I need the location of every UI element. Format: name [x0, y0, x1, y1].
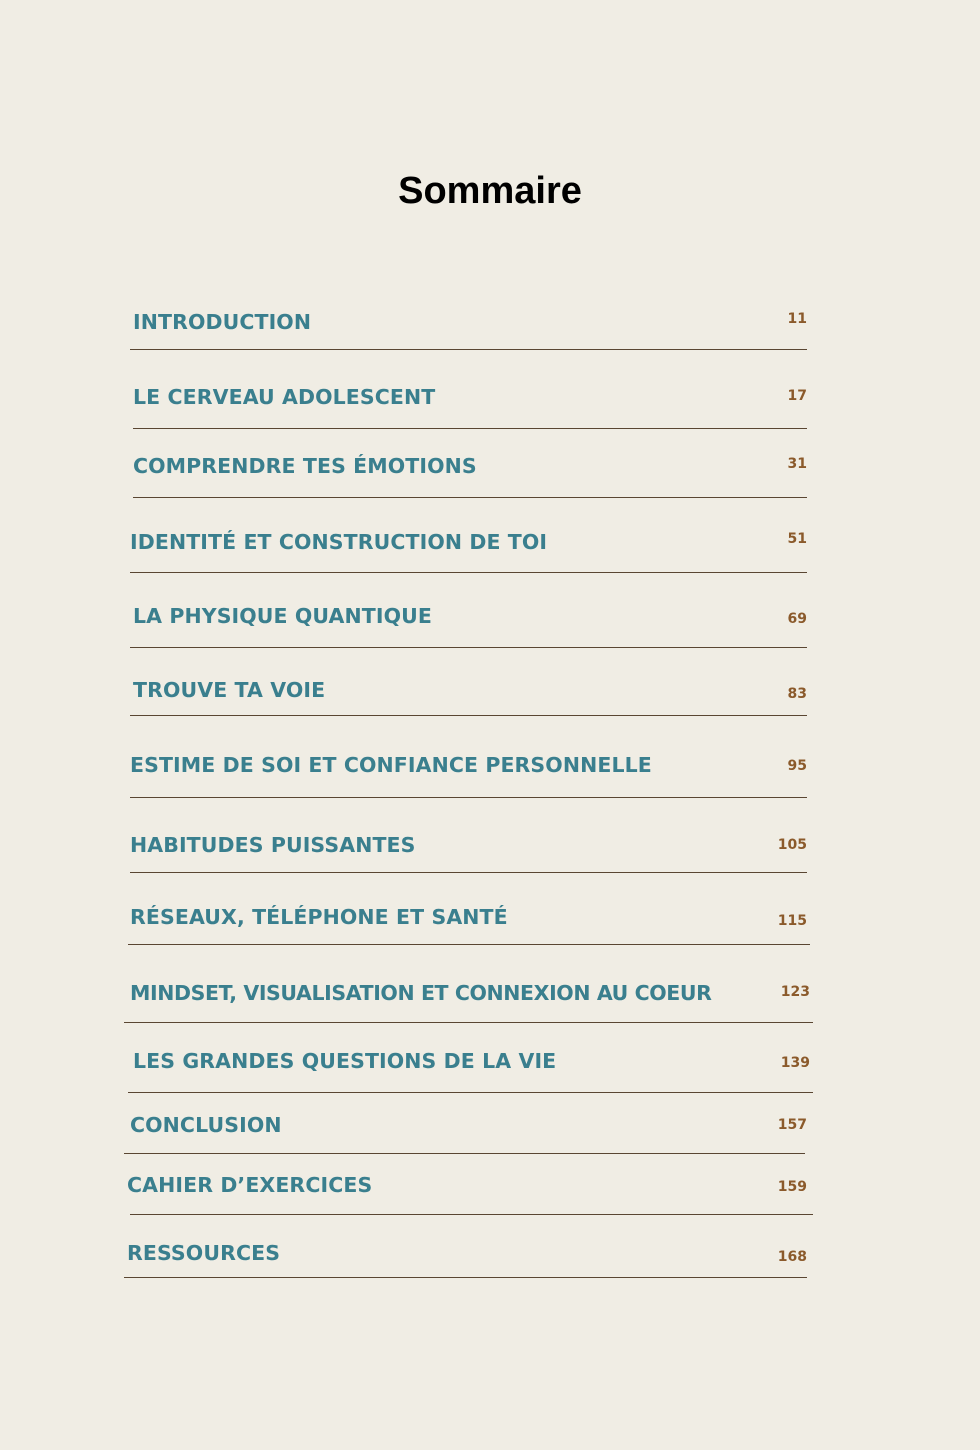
toc-divider: [124, 1153, 805, 1154]
toc-entry-page-number: 11: [787, 311, 807, 327]
toc-divider: [133, 428, 807, 429]
page-title: Sommaire: [398, 170, 582, 212]
toc-entry-title: RESSOURCES: [127, 1241, 281, 1265]
toc-divider: [128, 944, 810, 945]
toc-entry-page-number: 168: [777, 1249, 807, 1265]
toc-entry-page-number: 115: [777, 913, 807, 929]
toc-entry-title: COMPRENDRE TES ÉMOTIONS: [133, 454, 477, 478]
toc-entry-page-number: 159: [777, 1179, 807, 1195]
toc-divider: [130, 715, 807, 716]
toc-entry-title: LE CERVEAU ADOLESCENT: [133, 385, 436, 409]
toc-entry-page-number: 31: [787, 456, 807, 472]
toc-divider: [130, 647, 807, 648]
toc-entry-page-number: 95: [787, 758, 807, 774]
toc-divider: [130, 349, 807, 350]
toc-entry-title: LES GRANDES QUESTIONS DE LA VIE: [133, 1049, 557, 1073]
toc-entry-page-number: 69: [787, 611, 807, 627]
toc-entry-page-number: 51: [787, 531, 807, 547]
toc-entry-title: MINDSET, VISUALISATION ET CONNEXION AU COEUR: [130, 981, 712, 1005]
toc-divider: [124, 1277, 807, 1278]
toc-entry-page-number: 139: [780, 1055, 810, 1071]
toc-entry-title: CONCLUSION: [130, 1113, 282, 1137]
toc-entry-page-number: 157: [777, 1117, 807, 1133]
toc-entry-title: TROUVE TA VOIE: [133, 678, 326, 702]
toc-entry-page-number: 17: [787, 388, 807, 404]
toc-divider: [130, 1214, 813, 1215]
toc-divider: [130, 572, 807, 573]
toc-entry-title: LA PHYSIQUE QUANTIQUE: [133, 604, 432, 628]
toc-divider: [133, 497, 807, 498]
toc-divider: [130, 797, 807, 798]
toc-divider: [128, 1092, 813, 1093]
toc-entry-title: HABITUDES PUISSANTES: [130, 833, 416, 857]
toc-entry-title: INTRODUCTION: [133, 310, 312, 334]
toc-divider: [124, 1022, 813, 1023]
toc-entry-title: CAHIER D’EXERCICES: [127, 1173, 373, 1197]
toc-entry-page-number: 123: [780, 984, 810, 1000]
toc-entry-page-number: 83: [787, 686, 807, 702]
toc-divider: [130, 872, 807, 873]
toc-entry-page-number: 105: [777, 837, 807, 853]
toc-entry-title: ESTIME DE SOI ET CONFIANCE PERSONNELLE: [130, 753, 652, 777]
toc-entry-title: IDENTITÉ ET CONSTRUCTION DE TOI: [130, 530, 548, 554]
toc-entry-title: RÉSEAUX, TÉLÉPHONE ET SANTÉ: [130, 905, 508, 929]
